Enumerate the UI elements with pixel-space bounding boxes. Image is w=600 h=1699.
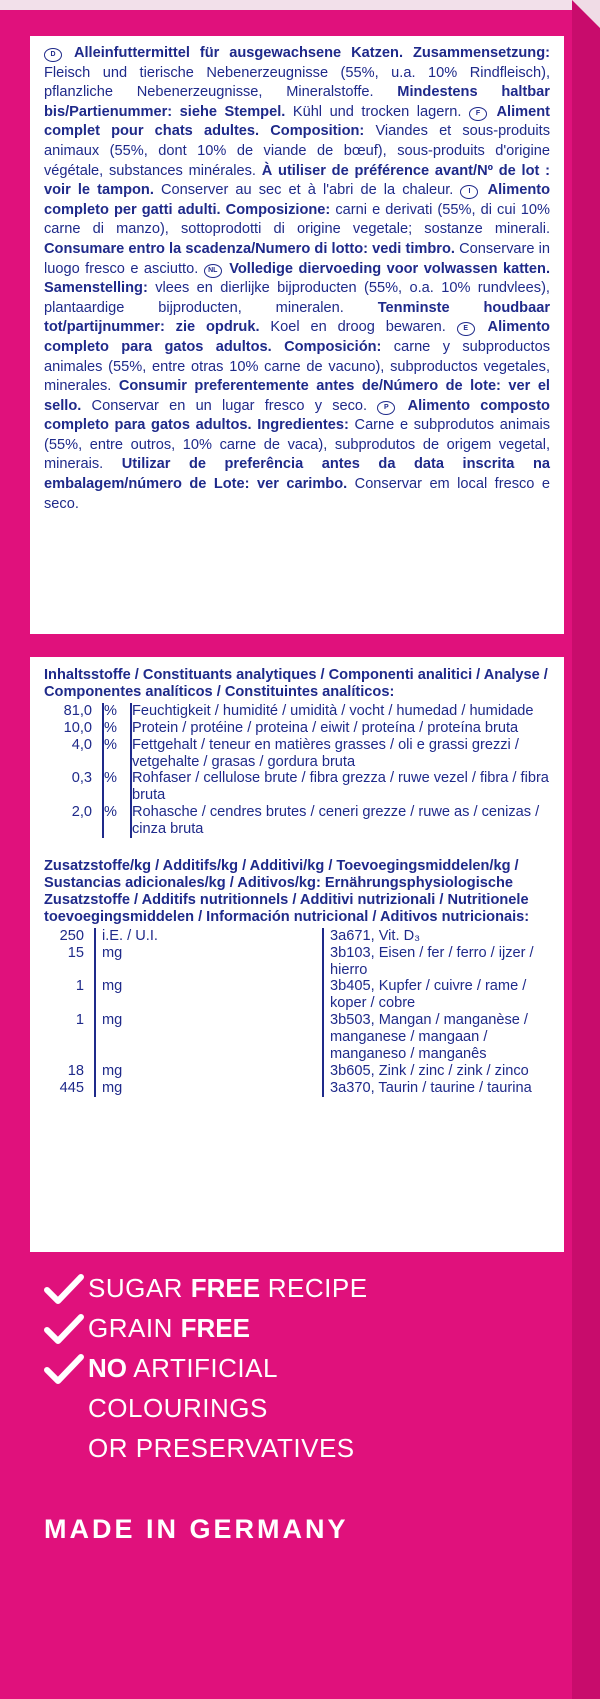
claim-text: SUGAR bbox=[88, 1273, 191, 1303]
claims-list bbox=[44, 1268, 368, 1468]
analysis-value: 2,0 bbox=[71, 804, 92, 821]
analysis-unit: % bbox=[102, 737, 130, 771]
pt-storage: Conservar em local fresco e seco. bbox=[44, 476, 550, 512]
language-marker-it: I bbox=[460, 185, 478, 199]
additive-amount: 15 bbox=[67, 944, 84, 961]
claim-continuation: COLOURINGS bbox=[88, 1393, 268, 1423]
package-top-fold bbox=[0, 0, 600, 10]
additive-label: 3a370, Taurin / taurine / taurina bbox=[322, 1080, 550, 1097]
nl-best-before: Tenminste houdbaar tot/partijnummer: zie opdruk. bbox=[44, 299, 550, 336]
checkmark-icon bbox=[44, 1274, 84, 1304]
claim-emphasis: FREE bbox=[190, 1273, 261, 1303]
it-title: Alimento completo per gatti adulti. Composizione: bbox=[44, 182, 551, 218]
package-side-fold bbox=[572, 0, 600, 1699]
additive-amount: 250 bbox=[59, 927, 84, 944]
additive-unit: mg bbox=[94, 978, 322, 1012]
additive-amount: 1 bbox=[75, 978, 84, 995]
additive-amount: 445 bbox=[59, 1079, 84, 1096]
fr-composition: Viandes et sous-produits animaux (55%, dont 10% de viande de bœuf), sous-produits d'origine végétale, substances minérales. bbox=[44, 123, 550, 179]
analysis-unit: % bbox=[102, 804, 130, 838]
de-best-before: Mindestens haltbar bis/Partienummer: siehe Stempel. bbox=[44, 84, 550, 120]
de-title: Alleinfuttermittel für ausgewachsene Katzen. Zusammensetzung: bbox=[73, 45, 550, 61]
ingredients-panel bbox=[30, 36, 564, 634]
analysis-label: Protein / protéine / proteina / eiwit / proteína / proteína bruta bbox=[130, 720, 550, 737]
analysis-unit: % bbox=[102, 720, 130, 737]
claim-emphasis: FREE bbox=[180, 1313, 250, 1343]
additive-unit: i.E. / U.I. bbox=[94, 928, 322, 945]
additive-unit: mg bbox=[94, 1063, 322, 1080]
analysis-label: Rohfaser / cellulose brute / fibra grezza / ruwe vezel / fibra / fibra bruta bbox=[132, 770, 549, 804]
it-storage: Conservare in luogo fresco e asciutto. bbox=[44, 240, 550, 277]
analysis-label: Feuchtigkeit / humidité / umidità / vocht / humedad / humidade bbox=[130, 703, 550, 720]
additive-label: 3b503, Mangan / manganèse / manganese / mangaan / manganeso / manganês bbox=[322, 1012, 550, 1063]
additives-table bbox=[44, 928, 550, 1097]
analysis-table bbox=[44, 703, 550, 838]
language-marker-de: D bbox=[44, 48, 62, 62]
analysis-value: 81,0 bbox=[63, 702, 92, 719]
additive-amount: 18 bbox=[67, 1062, 84, 1079]
language-marker-es: E bbox=[457, 322, 475, 336]
additive-label: 3a671, Vit. D₃ bbox=[322, 928, 550, 945]
pt-title: Alimento composto completo para gatos adultos. Ingredientes: bbox=[44, 397, 550, 434]
additive-label: 3b605, Zink / zinc / zink / zinco bbox=[322, 1063, 550, 1080]
language-marker-nl: NL bbox=[204, 264, 222, 278]
additive-unit: mg bbox=[94, 945, 322, 979]
checkmark-icon bbox=[44, 1314, 84, 1344]
de-composition: Fleisch und tierische Nebenerzeugnisse (55%, u.a. 10% Rindfleisch), pflanzliche Nebenerzeugnisse, Mineralstoffe. bbox=[44, 64, 550, 101]
analysis-label: Rohasche / cendres brutes / ceneri grezze / ruwe as / cenizas / cinza bruta bbox=[130, 804, 550, 838]
es-title: Alimento completo para gatos adultos. Composición: bbox=[44, 319, 550, 355]
analysis-unit: % bbox=[102, 770, 130, 804]
nl-composition: vlees en dierlijke bijproducten (55%, o.a. 10% rundvlees), plantaardige bijproducten, mineralen. bbox=[44, 280, 550, 316]
claim-grain-free bbox=[44, 1308, 368, 1348]
fr-best-before: À utiliser de préférence avant/Nº de lot : voir le tampon. bbox=[44, 162, 550, 199]
additive-amount: 1 bbox=[75, 1012, 84, 1029]
claim-text: ARTIFICIAL bbox=[127, 1353, 278, 1383]
additive-label: 3b103, Eisen / fer / ferro / ijzer / hierro bbox=[322, 945, 550, 979]
de-storage: Kühl und trocken lagern. bbox=[292, 103, 469, 120]
pt-composition: Carne e subprodutos animais (55%, entre outros, 10% carne de vaca), subprodutos de origem vegetal, minerais. bbox=[44, 417, 551, 473]
it-composition: carni e derivati (55%, di cui 10% carne di manzo), sottoprodotti di origine vegetale; sostanze minerali. bbox=[44, 201, 550, 238]
es-composition: carne y subproductos animales (55%, entre otras 10% carne de vacuno), subproductos vegetales, minerales. bbox=[44, 338, 550, 395]
language-marker-pt: P bbox=[377, 401, 395, 415]
nl-title: Volledige diervoeding voor volwassen katten. Samenstelling: bbox=[44, 260, 550, 297]
es-storage: Conservar en un lugar fresco y seco. bbox=[91, 397, 378, 414]
claim-continuation: OR PRESERVATIVES bbox=[88, 1433, 355, 1463]
language-marker-fr: F bbox=[469, 107, 487, 121]
analysis-value: 4,0 bbox=[71, 736, 92, 753]
pt-best-before: Utilizar de preferência antes da data inscrita na embalagem/número de Lote: ver carimbo. bbox=[44, 456, 550, 493]
fr-storage: Conserver au sec et à l'abri de la chaleur. bbox=[160, 182, 461, 199]
analysis-label: Fettgehalt / teneur en matières grasses / oli e grassi grezzi / vetgehalte / grasas / gordura bruta bbox=[130, 737, 550, 771]
it-best-before: Consumare entro la scadenza/Numero di lotto: vedi timbro. bbox=[44, 240, 460, 257]
claim-text: RECIPE bbox=[260, 1273, 368, 1303]
analysis-heading: Inhaltsstoffe / Constituants analytiques / Componenti analitici / Analyse / Componentes analíticos / Constituintes analíticos: bbox=[44, 667, 548, 700]
analysis-value: 0,3 bbox=[71, 770, 92, 787]
additive-unit: mg bbox=[94, 1012, 322, 1063]
claim-emphasis: NO bbox=[88, 1353, 127, 1383]
additives-heading: Zusatzstoffe/kg / Additifs/kg / Additivi/kg / Toevoegingsmiddelen/kg / Sustancias adicionales/kg / Aditivos/kg: Ernährungsphysiologische Zusatzstoffe / Additifs nutritionnels / Additivi nutrizionali / Nutritionele toevoegingsmiddelen / Información nutricional / Aditivos nutricionais: bbox=[44, 858, 530, 925]
additive-label: 3b405, Kupfer / cuivre / rame / koper / cobre bbox=[322, 978, 550, 1012]
es-best-before: Consumir preferentemente antes de/Número de lote: ver el sello. bbox=[44, 378, 550, 414]
claim-text: GRAIN bbox=[88, 1313, 181, 1343]
analysis-value: 10,0 bbox=[63, 719, 92, 736]
fr-title: Aliment complet pour chats adultes. Composition: bbox=[44, 103, 550, 140]
analysis-unit: % bbox=[102, 703, 130, 720]
analysis-panel bbox=[30, 657, 564, 1252]
claim-sugar-free bbox=[44, 1268, 368, 1308]
claim-no-artificial bbox=[44, 1348, 368, 1388]
made-in-label: MADE IN GERMANY bbox=[44, 1514, 349, 1544]
nl-storage: Koel en droog bewaren. bbox=[270, 319, 457, 336]
checkmark-icon bbox=[44, 1354, 84, 1384]
package-corner bbox=[572, 0, 600, 28]
additive-unit: mg bbox=[94, 1080, 322, 1097]
